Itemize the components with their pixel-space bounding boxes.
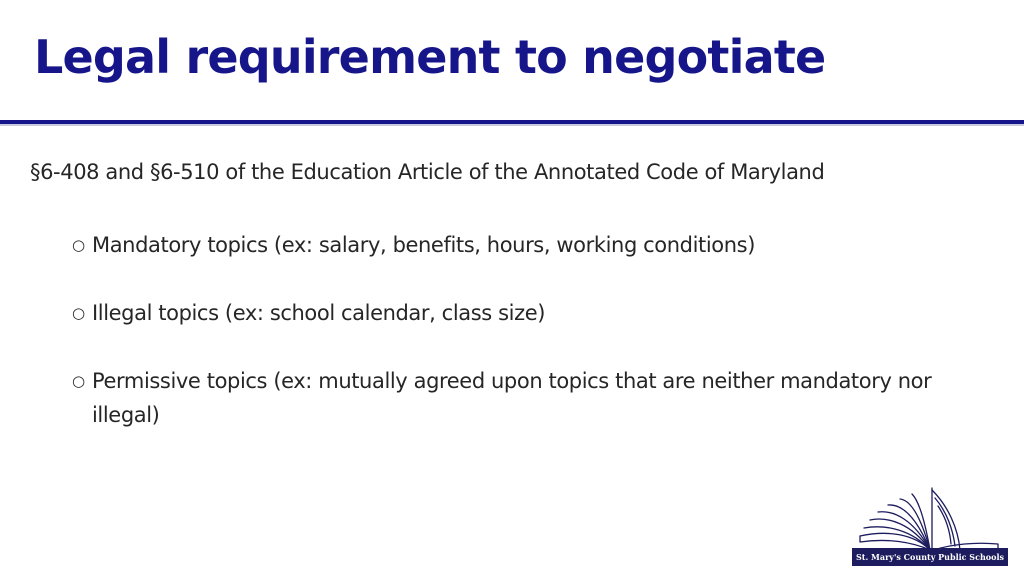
logo-text: St. Mary's County Public Schools	[856, 552, 1004, 562]
bullet-item-mandatory	[72, 228, 932, 262]
intro-statement: §6-408 and §6-510 of the Education Article of the Annotated Code of Maryland	[30, 160, 825, 184]
bullet-circle-icon: ○	[72, 236, 85, 254]
bullet-item-permissive	[72, 364, 932, 432]
bullet-list	[72, 228, 932, 466]
bullet-circle-icon: ○	[72, 304, 85, 322]
bullet-circle-icon: ○	[72, 372, 85, 390]
logo-banner	[852, 548, 1008, 566]
slide-title: Legal requirement to negotiate	[34, 30, 826, 84]
bullet-text: Permissive topics (ex: mutually agreed upon topics that are neither mandatory nor illegal)	[92, 369, 932, 427]
bullet-item-illegal	[72, 296, 932, 330]
bullet-text: Mandatory topics (ex: salary, benefits, hours, working conditions)	[92, 233, 755, 257]
title-underline-shadow	[0, 124, 1024, 126]
bullet-text: Illegal topics (ex: school calendar, class size)	[92, 301, 546, 325]
